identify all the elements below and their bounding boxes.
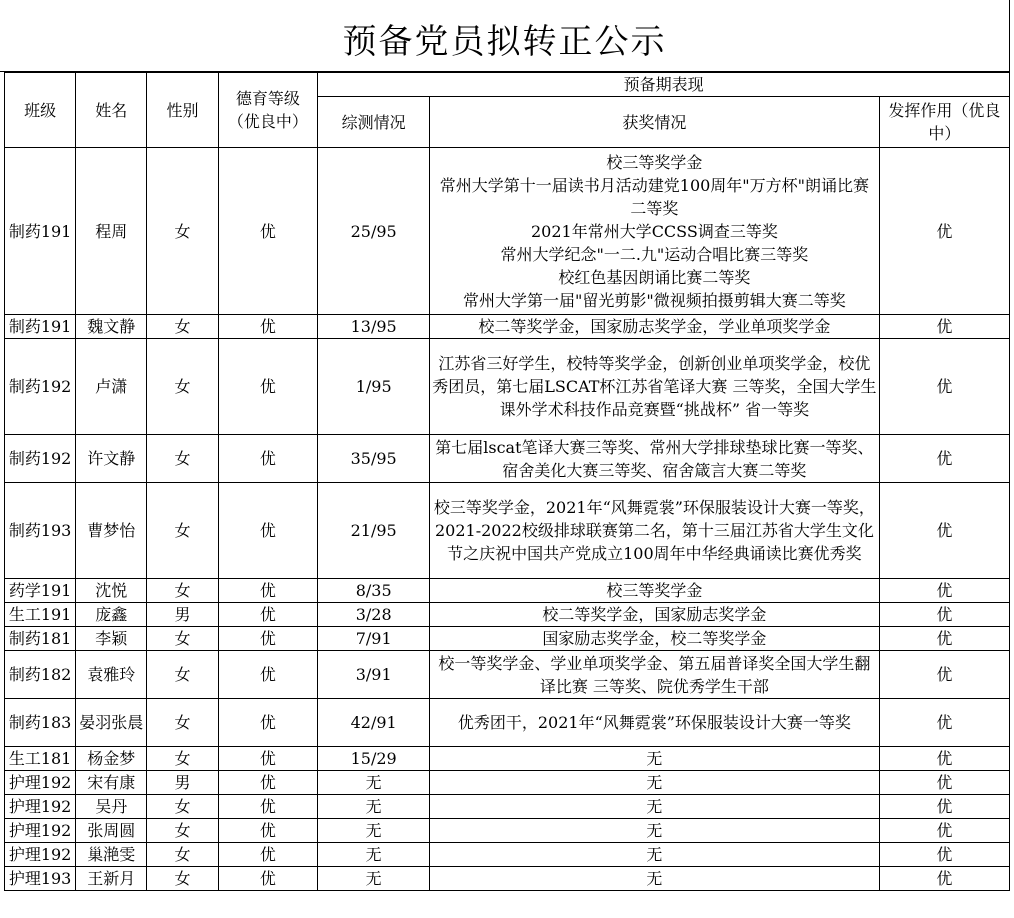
cell-role[interactable]: 优 <box>879 148 1009 315</box>
table-row <box>5 699 1010 747</box>
cell-name[interactable]: 吴丹 <box>76 795 147 819</box>
cell-name[interactable]: 魏文静 <box>76 315 147 339</box>
table-row <box>5 771 1010 795</box>
cell-moral-grade[interactable]: 优 <box>218 795 318 819</box>
cell-score[interactable]: 无 <box>318 771 430 795</box>
cell-moral-grade[interactable]: 优 <box>218 483 318 579</box>
cell-class[interactable]: 制药191 <box>5 315 76 339</box>
award-line: 常州大学第十一届读书月活动建党100周年"万方杯"朗诵比赛二等奖 <box>439 175 870 218</box>
cell-name[interactable]: 许文静 <box>76 435 147 483</box>
cell-name[interactable]: 张周圆 <box>76 819 147 843</box>
cell-awards[interactable] <box>430 315 880 339</box>
cell-awards[interactable] <box>430 747 880 771</box>
cell-role[interactable]: 优 <box>879 747 1009 771</box>
cell-awards[interactable] <box>430 483 880 579</box>
award-line: 优秀团干，2021年“风舞霓裳”环保服装设计大赛一等奖 <box>457 713 851 732</box>
cell-moral-grade[interactable]: 优 <box>218 819 318 843</box>
cell-gender[interactable]: 女 <box>147 795 218 819</box>
award-line: 无 <box>646 869 663 888</box>
cell-awards[interactable] <box>430 843 880 867</box>
cell-gender[interactable]: 女 <box>147 435 218 483</box>
cell-class[interactable]: 制药191 <box>5 148 76 315</box>
award-line: 校三等奖学金 <box>606 152 703 172</box>
cell-moral-grade[interactable]: 优 <box>218 435 318 483</box>
header-class[interactable]: 班级 <box>5 73 76 148</box>
table-row <box>5 795 1010 819</box>
cell-awards[interactable] <box>430 603 880 627</box>
cell-role[interactable]: 优 <box>879 843 1009 867</box>
cell-role[interactable]: 优 <box>879 819 1009 843</box>
award-line: 无 <box>646 773 663 792</box>
cell-moral-grade[interactable]: 优 <box>218 579 318 603</box>
cell-class[interactable]: 药学191 <box>5 579 76 603</box>
candidate-table <box>4 72 1010 891</box>
cell-role[interactable]: 优 <box>879 579 1009 603</box>
table-row <box>5 483 1010 579</box>
award-line: 2021年常州大学CCSS调查三等奖 <box>530 221 778 241</box>
cell-role[interactable]: 优 <box>879 315 1009 339</box>
header-gender[interactable]: 性别 <box>147 73 218 148</box>
cell-score[interactable]: 3/91 <box>318 651 430 699</box>
cell-score[interactable]: 无 <box>318 795 430 819</box>
cell-score[interactable]: 42/91 <box>318 699 430 747</box>
cell-score[interactable]: 25/95 <box>318 148 430 315</box>
cell-awards[interactable] <box>430 699 880 747</box>
cell-score[interactable]: 7/91 <box>318 627 430 651</box>
cell-name[interactable]: 沈悦 <box>76 579 147 603</box>
cell-name[interactable]: 曹梦怡 <box>76 483 147 579</box>
title-row[interactable] <box>0 0 1010 72</box>
cell-moral-grade[interactable]: 优 <box>218 148 318 315</box>
table-row <box>5 339 1010 435</box>
cell-moral-grade[interactable]: 优 <box>218 651 318 699</box>
award-line: 第七届lscat笔译大赛三等奖、常州大学排球垫球比赛一等奖、宿舍美化大赛三等奖、宿舍箴言大赛二等奖 <box>435 437 874 480</box>
cell-role[interactable]: 优 <box>879 483 1009 579</box>
cell-class[interactable]: 制药193 <box>5 483 76 579</box>
cell-name[interactable]: 杨金梦 <box>76 747 147 771</box>
page-title: 预备党员拟转正公示 <box>342 22 667 62</box>
award-line: 校二等奖学金，国家励志奖学金，学业单项奖学金 <box>478 317 831 336</box>
table-row <box>5 627 1010 651</box>
cell-name[interactable]: 程周 <box>76 148 147 315</box>
cell-name[interactable]: 卢潇 <box>76 339 147 435</box>
cell-name[interactable]: 袁雅玲 <box>76 651 147 699</box>
table-row <box>5 747 1010 771</box>
award-line: 校三等奖学金 <box>606 581 703 600</box>
cell-gender[interactable]: 男 <box>147 771 218 795</box>
cell-score[interactable]: 无 <box>318 843 430 867</box>
cell-class[interactable]: 生工181 <box>5 747 76 771</box>
cell-gender[interactable]: 女 <box>147 339 218 435</box>
cell-moral-grade[interactable]: 优 <box>218 747 318 771</box>
cell-gender[interactable]: 女 <box>147 843 218 867</box>
cell-gender[interactable]: 女 <box>147 819 218 843</box>
cell-gender[interactable]: 女 <box>147 315 218 339</box>
header-score[interactable]: 综测情况 <box>318 97 430 148</box>
cell-moral-grade[interactable]: 优 <box>218 843 318 867</box>
cell-moral-grade[interactable]: 优 <box>218 627 318 651</box>
cell-role[interactable]: 优 <box>879 867 1009 891</box>
cell-moral-grade[interactable]: 优 <box>218 603 318 627</box>
cell-score[interactable]: 8/35 <box>318 579 430 603</box>
cell-awards[interactable] <box>430 579 880 603</box>
cell-class[interactable]: 制药181 <box>5 627 76 651</box>
cell-awards[interactable] <box>430 819 880 843</box>
table-row <box>5 315 1010 339</box>
cell-score[interactable]: 15/29 <box>318 747 430 771</box>
cell-score[interactable]: 35/95 <box>318 435 430 483</box>
cell-name[interactable]: 晏羽张晨 <box>76 699 147 747</box>
cell-class[interactable]: 护理192 <box>5 771 76 795</box>
cell-score[interactable]: 无 <box>318 867 430 891</box>
cell-role[interactable]: 优 <box>879 339 1009 435</box>
header-awards[interactable]: 获奖情况 <box>430 97 880 148</box>
cell-moral-grade[interactable]: 优 <box>218 315 318 339</box>
header-moral-grade[interactable]: 德育等级（优良中） <box>218 73 318 148</box>
cell-moral-grade[interactable]: 优 <box>218 867 318 891</box>
award-line: 校红色基因朗诵比赛二等奖 <box>558 267 751 287</box>
cell-role[interactable]: 优 <box>879 651 1009 699</box>
cell-gender[interactable]: 女 <box>147 747 218 771</box>
cell-awards[interactable] <box>430 435 880 483</box>
award-line: 校二等奖学金，国家励志奖学金 <box>542 605 767 624</box>
cell-awards[interactable] <box>430 867 880 891</box>
cell-role[interactable]: 优 <box>879 603 1009 627</box>
cell-class[interactable]: 制药183 <box>5 699 76 747</box>
cell-class[interactable]: 护理193 <box>5 867 76 891</box>
cell-score[interactable]: 13/95 <box>318 315 430 339</box>
award-line: 无 <box>646 749 663 768</box>
award-line: 校一等奖学金、学业单项奖学金、第五届普译奖全国大学生翻译比赛 三等奖、院优秀学生干部 <box>438 653 871 696</box>
table-row <box>5 867 1010 891</box>
cell-class[interactable]: 护理192 <box>5 819 76 843</box>
header-role[interactable]: 发挥作用（优良中） <box>879 97 1009 148</box>
cell-awards[interactable] <box>430 148 880 315</box>
cell-awards[interactable] <box>430 795 880 819</box>
cell-class[interactable]: 制药182 <box>5 651 76 699</box>
cell-role[interactable]: 优 <box>879 627 1009 651</box>
cell-moral-grade[interactable]: 优 <box>218 339 318 435</box>
table-row <box>5 579 1010 603</box>
award-line: 无 <box>646 821 663 840</box>
table-row <box>5 603 1010 627</box>
cell-class[interactable]: 制药192 <box>5 339 76 435</box>
cell-class[interactable]: 制药192 <box>5 435 76 483</box>
award-line: 常州大学第一届"留光剪影"微视频拍摄剪辑大赛二等奖 <box>463 290 846 310</box>
cell-name[interactable]: 宋有康 <box>76 771 147 795</box>
cell-gender[interactable]: 女 <box>147 651 218 699</box>
cell-score[interactable]: 1/95 <box>318 339 430 435</box>
cell-gender[interactable]: 女 <box>147 483 218 579</box>
award-line: 无 <box>646 797 663 816</box>
award-line: 常州大学纪念"一二.九"运动合唱比赛三等奖 <box>500 244 809 264</box>
cell-gender[interactable]: 女 <box>147 627 218 651</box>
cell-class[interactable]: 护理192 <box>5 843 76 867</box>
table-row <box>5 651 1010 699</box>
cell-name[interactable]: 王新月 <box>76 867 147 891</box>
cell-gender[interactable]: 女 <box>147 867 218 891</box>
cell-awards[interactable] <box>430 627 880 651</box>
cell-gender[interactable]: 女 <box>147 699 218 747</box>
cell-awards[interactable] <box>430 771 880 795</box>
cell-score[interactable]: 21/95 <box>318 483 430 579</box>
cell-gender[interactable]: 女 <box>147 148 218 315</box>
header-name[interactable]: 姓名 <box>76 73 147 148</box>
award-line: 校三等奖学金，2021年“风舞霓裳”环保服装设计大赛一等奖，2021-2022校级排球联赛第二名，第十三届江苏省大学生文化节之庆祝中国共产党成立100周年中华经典诵读比赛优秀奖 <box>433 498 875 563</box>
cell-awards[interactable] <box>430 651 880 699</box>
cell-name[interactable]: 庞鑫 <box>76 603 147 627</box>
table-row <box>5 843 1010 867</box>
cell-class[interactable]: 护理192 <box>5 795 76 819</box>
cell-role[interactable]: 优 <box>879 699 1009 747</box>
cell-role[interactable]: 优 <box>879 771 1009 795</box>
cell-score[interactable]: 无 <box>318 819 430 843</box>
cell-name[interactable]: 李颖 <box>76 627 147 651</box>
cell-moral-grade[interactable]: 优 <box>218 771 318 795</box>
header-probation-performance[interactable]: 预备期表现 <box>318 73 1010 97</box>
table-row <box>5 819 1010 843</box>
award-line: 江苏省三好学生，校特等奖学金，创新创业单项奖学金，校优秀团员，第七届LSCAT杯江苏省笔译大赛 三等奖，全国大学生课外学术科技作品竞赛暨“挑战杯” 省一等奖 <box>432 354 877 419</box>
cell-role[interactable]: 优 <box>879 795 1009 819</box>
cell-score[interactable]: 3/28 <box>318 603 430 627</box>
cell-role[interactable]: 优 <box>879 435 1009 483</box>
award-line: 无 <box>646 845 663 864</box>
cell-name[interactable]: 巢滟雯 <box>76 843 147 867</box>
cell-moral-grade[interactable]: 优 <box>218 699 318 747</box>
cell-class[interactable]: 生工191 <box>5 603 76 627</box>
award-line: 国家励志奖学金，校二等奖学金 <box>542 629 767 648</box>
cell-gender[interactable]: 女 <box>147 579 218 603</box>
cell-awards[interactable] <box>430 339 880 435</box>
table-row <box>5 148 1010 315</box>
cell-gender[interactable]: 男 <box>147 603 218 627</box>
table-body <box>5 148 1010 891</box>
table-row <box>5 435 1010 483</box>
